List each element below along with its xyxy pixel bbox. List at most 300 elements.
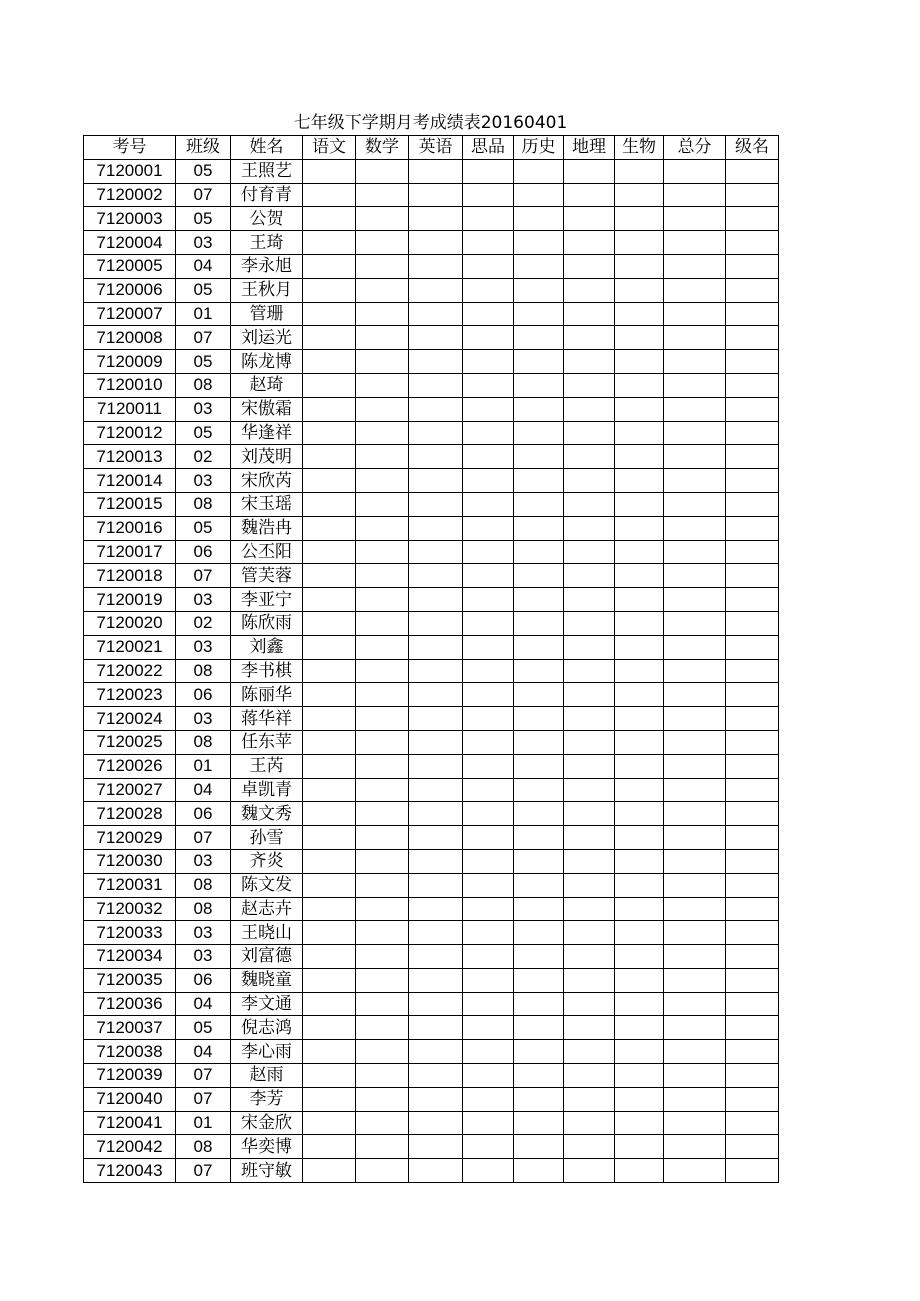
cell-math[interactable] bbox=[356, 992, 409, 1016]
cell-morality[interactable] bbox=[463, 302, 514, 326]
cell-total[interactable] bbox=[664, 802, 726, 826]
cell-rank[interactable] bbox=[726, 1016, 779, 1040]
cell-geography[interactable] bbox=[564, 1016, 615, 1040]
cell-biology[interactable] bbox=[615, 730, 664, 754]
cell-exam-id[interactable]: 7120030 bbox=[84, 849, 176, 873]
cell-class[interactable]: 03 bbox=[176, 397, 231, 421]
cell-name[interactable]: 李文通 bbox=[231, 992, 303, 1016]
cell-class[interactable]: 03 bbox=[176, 231, 231, 255]
cell-geography[interactable] bbox=[564, 326, 615, 350]
cell-exam-id[interactable]: 7120028 bbox=[84, 802, 176, 826]
cell-total[interactable] bbox=[664, 397, 726, 421]
cell-biology[interactable] bbox=[615, 254, 664, 278]
cell-chinese[interactable] bbox=[303, 968, 356, 992]
cell-geography[interactable] bbox=[564, 778, 615, 802]
cell-class[interactable]: 01 bbox=[176, 1111, 231, 1135]
cell-geography[interactable] bbox=[564, 183, 615, 207]
cell-chinese[interactable] bbox=[303, 659, 356, 683]
cell-name[interactable]: 卓凯青 bbox=[231, 778, 303, 802]
cell-chinese[interactable] bbox=[303, 802, 356, 826]
cell-english[interactable] bbox=[409, 278, 463, 302]
cell-total[interactable] bbox=[664, 992, 726, 1016]
cell-geography[interactable] bbox=[564, 992, 615, 1016]
cell-rank[interactable] bbox=[726, 754, 779, 778]
header-geography[interactable]: 地理 bbox=[564, 136, 615, 160]
cell-biology[interactable] bbox=[615, 302, 664, 326]
cell-chinese[interactable] bbox=[303, 778, 356, 802]
cell-biology[interactable] bbox=[615, 897, 664, 921]
cell-class[interactable]: 03 bbox=[176, 469, 231, 493]
cell-exam-id[interactable]: 7120039 bbox=[84, 1064, 176, 1088]
cell-math[interactable] bbox=[356, 849, 409, 873]
cell-math[interactable] bbox=[356, 730, 409, 754]
cell-math[interactable] bbox=[356, 231, 409, 255]
header-exam-id[interactable]: 考号 bbox=[84, 136, 176, 160]
cell-english[interactable] bbox=[409, 397, 463, 421]
cell-morality[interactable] bbox=[463, 1064, 514, 1088]
cell-morality[interactable] bbox=[463, 1135, 514, 1159]
cell-biology[interactable] bbox=[615, 968, 664, 992]
cell-exam-id[interactable]: 7120010 bbox=[84, 373, 176, 397]
cell-class[interactable]: 02 bbox=[176, 611, 231, 635]
cell-name[interactable]: 刘茂明 bbox=[231, 445, 303, 469]
cell-geography[interactable] bbox=[564, 730, 615, 754]
cell-math[interactable] bbox=[356, 397, 409, 421]
cell-morality[interactable] bbox=[463, 992, 514, 1016]
cell-chinese[interactable] bbox=[303, 397, 356, 421]
cell-rank[interactable] bbox=[726, 540, 779, 564]
cell-class[interactable]: 04 bbox=[176, 992, 231, 1016]
cell-chinese[interactable] bbox=[303, 945, 356, 969]
cell-chinese[interactable] bbox=[303, 254, 356, 278]
cell-history[interactable] bbox=[514, 445, 564, 469]
cell-english[interactable] bbox=[409, 897, 463, 921]
cell-rank[interactable] bbox=[726, 968, 779, 992]
cell-geography[interactable] bbox=[564, 492, 615, 516]
header-biology[interactable]: 生物 bbox=[615, 136, 664, 160]
cell-class[interactable]: 05 bbox=[176, 516, 231, 540]
cell-name[interactable]: 刘富德 bbox=[231, 945, 303, 969]
cell-rank[interactable] bbox=[726, 254, 779, 278]
cell-total[interactable] bbox=[664, 326, 726, 350]
cell-math[interactable] bbox=[356, 754, 409, 778]
cell-total[interactable] bbox=[664, 849, 726, 873]
cell-history[interactable] bbox=[514, 683, 564, 707]
cell-chinese[interactable] bbox=[303, 1064, 356, 1088]
cell-history[interactable] bbox=[514, 1016, 564, 1040]
cell-morality[interactable] bbox=[463, 540, 514, 564]
cell-morality[interactable] bbox=[463, 159, 514, 183]
header-history[interactable]: 历史 bbox=[514, 136, 564, 160]
cell-history[interactable] bbox=[514, 849, 564, 873]
cell-geography[interactable] bbox=[564, 302, 615, 326]
cell-morality[interactable] bbox=[463, 278, 514, 302]
cell-biology[interactable] bbox=[615, 469, 664, 493]
cell-rank[interactable] bbox=[726, 1135, 779, 1159]
cell-biology[interactable] bbox=[615, 326, 664, 350]
cell-geography[interactable] bbox=[564, 564, 615, 588]
cell-exam-id[interactable]: 7120003 bbox=[84, 207, 176, 231]
cell-geography[interactable] bbox=[564, 635, 615, 659]
cell-total[interactable] bbox=[664, 540, 726, 564]
cell-history[interactable] bbox=[514, 254, 564, 278]
cell-english[interactable] bbox=[409, 683, 463, 707]
cell-english[interactable] bbox=[409, 826, 463, 850]
cell-history[interactable] bbox=[514, 1111, 564, 1135]
cell-chinese[interactable] bbox=[303, 207, 356, 231]
cell-chinese[interactable] bbox=[303, 683, 356, 707]
cell-total[interactable] bbox=[664, 659, 726, 683]
cell-geography[interactable] bbox=[564, 469, 615, 493]
cell-math[interactable] bbox=[356, 1040, 409, 1064]
header-class[interactable]: 班级 bbox=[176, 136, 231, 160]
cell-biology[interactable] bbox=[615, 1087, 664, 1111]
cell-english[interactable] bbox=[409, 921, 463, 945]
cell-exam-id[interactable]: 7120036 bbox=[84, 992, 176, 1016]
cell-history[interactable] bbox=[514, 421, 564, 445]
cell-chinese[interactable] bbox=[303, 302, 356, 326]
cell-geography[interactable] bbox=[564, 373, 615, 397]
cell-chinese[interactable] bbox=[303, 326, 356, 350]
cell-english[interactable] bbox=[409, 1016, 463, 1040]
cell-geography[interactable] bbox=[564, 350, 615, 374]
cell-rank[interactable] bbox=[726, 707, 779, 731]
cell-english[interactable] bbox=[409, 992, 463, 1016]
cell-total[interactable] bbox=[664, 826, 726, 850]
cell-english[interactable] bbox=[409, 873, 463, 897]
cell-history[interactable] bbox=[514, 921, 564, 945]
cell-history[interactable] bbox=[514, 1040, 564, 1064]
cell-english[interactable] bbox=[409, 254, 463, 278]
cell-chinese[interactable] bbox=[303, 159, 356, 183]
cell-chinese[interactable] bbox=[303, 1111, 356, 1135]
cell-name[interactable]: 管芙蓉 bbox=[231, 564, 303, 588]
cell-chinese[interactable] bbox=[303, 707, 356, 731]
cell-exam-id[interactable]: 7120006 bbox=[84, 278, 176, 302]
cell-chinese[interactable] bbox=[303, 635, 356, 659]
cell-rank[interactable] bbox=[726, 278, 779, 302]
cell-name[interactable]: 王照艺 bbox=[231, 159, 303, 183]
cell-class[interactable]: 05 bbox=[176, 350, 231, 374]
cell-total[interactable] bbox=[664, 207, 726, 231]
cell-geography[interactable] bbox=[564, 849, 615, 873]
cell-biology[interactable] bbox=[615, 159, 664, 183]
cell-total[interactable] bbox=[664, 707, 726, 731]
cell-math[interactable] bbox=[356, 445, 409, 469]
cell-name[interactable]: 宋玉瑶 bbox=[231, 492, 303, 516]
cell-math[interactable] bbox=[356, 611, 409, 635]
cell-class[interactable]: 05 bbox=[176, 1016, 231, 1040]
cell-chinese[interactable] bbox=[303, 873, 356, 897]
cell-biology[interactable] bbox=[615, 778, 664, 802]
cell-chinese[interactable] bbox=[303, 730, 356, 754]
cell-history[interactable] bbox=[514, 778, 564, 802]
cell-exam-id[interactable]: 7120029 bbox=[84, 826, 176, 850]
cell-total[interactable] bbox=[664, 1064, 726, 1088]
cell-name[interactable]: 宋金欣 bbox=[231, 1111, 303, 1135]
cell-english[interactable] bbox=[409, 183, 463, 207]
cell-english[interactable] bbox=[409, 849, 463, 873]
cell-math[interactable] bbox=[356, 469, 409, 493]
cell-biology[interactable] bbox=[615, 1064, 664, 1088]
cell-geography[interactable] bbox=[564, 540, 615, 564]
cell-morality[interactable] bbox=[463, 921, 514, 945]
cell-name[interactable]: 孙雪 bbox=[231, 826, 303, 850]
cell-english[interactable] bbox=[409, 231, 463, 255]
cell-total[interactable] bbox=[664, 492, 726, 516]
cell-total[interactable] bbox=[664, 564, 726, 588]
cell-name[interactable]: 赵雨 bbox=[231, 1064, 303, 1088]
cell-total[interactable] bbox=[664, 897, 726, 921]
cell-chinese[interactable] bbox=[303, 231, 356, 255]
cell-history[interactable] bbox=[514, 873, 564, 897]
cell-biology[interactable] bbox=[615, 1111, 664, 1135]
cell-name[interactable]: 王琦 bbox=[231, 231, 303, 255]
cell-exam-id[interactable]: 7120026 bbox=[84, 754, 176, 778]
cell-english[interactable] bbox=[409, 1087, 463, 1111]
cell-biology[interactable] bbox=[615, 659, 664, 683]
cell-class[interactable]: 03 bbox=[176, 849, 231, 873]
cell-total[interactable] bbox=[664, 1159, 726, 1183]
cell-exam-id[interactable]: 7120042 bbox=[84, 1135, 176, 1159]
cell-morality[interactable] bbox=[463, 397, 514, 421]
cell-biology[interactable] bbox=[615, 516, 664, 540]
cell-english[interactable] bbox=[409, 945, 463, 969]
cell-exam-id[interactable]: 7120035 bbox=[84, 968, 176, 992]
cell-rank[interactable] bbox=[726, 183, 779, 207]
cell-rank[interactable] bbox=[726, 516, 779, 540]
cell-name[interactable]: 李心雨 bbox=[231, 1040, 303, 1064]
cell-exam-id[interactable]: 7120018 bbox=[84, 564, 176, 588]
cell-history[interactable] bbox=[514, 540, 564, 564]
cell-english[interactable] bbox=[409, 778, 463, 802]
cell-history[interactable] bbox=[514, 968, 564, 992]
cell-biology[interactable] bbox=[615, 921, 664, 945]
cell-class[interactable]: 08 bbox=[176, 897, 231, 921]
cell-total[interactable] bbox=[664, 373, 726, 397]
cell-history[interactable] bbox=[514, 326, 564, 350]
header-english[interactable]: 英语 bbox=[409, 136, 463, 160]
cell-total[interactable] bbox=[664, 445, 726, 469]
cell-exam-id[interactable]: 7120034 bbox=[84, 945, 176, 969]
cell-english[interactable] bbox=[409, 421, 463, 445]
cell-history[interactable] bbox=[514, 350, 564, 374]
cell-rank[interactable] bbox=[726, 326, 779, 350]
cell-name[interactable]: 宋傲霜 bbox=[231, 397, 303, 421]
cell-class[interactable]: 02 bbox=[176, 445, 231, 469]
cell-chinese[interactable] bbox=[303, 1087, 356, 1111]
cell-morality[interactable] bbox=[463, 683, 514, 707]
cell-class[interactable]: 05 bbox=[176, 278, 231, 302]
cell-biology[interactable] bbox=[615, 540, 664, 564]
cell-math[interactable] bbox=[356, 302, 409, 326]
cell-morality[interactable] bbox=[463, 611, 514, 635]
cell-geography[interactable] bbox=[564, 397, 615, 421]
cell-math[interactable] bbox=[356, 945, 409, 969]
cell-total[interactable] bbox=[664, 588, 726, 612]
cell-english[interactable] bbox=[409, 492, 463, 516]
cell-math[interactable] bbox=[356, 159, 409, 183]
cell-rank[interactable] bbox=[726, 945, 779, 969]
cell-exam-id[interactable]: 7120040 bbox=[84, 1087, 176, 1111]
cell-exam-id[interactable]: 7120022 bbox=[84, 659, 176, 683]
cell-rank[interactable] bbox=[726, 231, 779, 255]
cell-english[interactable] bbox=[409, 564, 463, 588]
cell-math[interactable] bbox=[356, 873, 409, 897]
cell-chinese[interactable] bbox=[303, 992, 356, 1016]
cell-exam-id[interactable]: 7120009 bbox=[84, 350, 176, 374]
cell-exam-id[interactable]: 7120025 bbox=[84, 730, 176, 754]
cell-history[interactable] bbox=[514, 588, 564, 612]
cell-geography[interactable] bbox=[564, 1040, 615, 1064]
cell-history[interactable] bbox=[514, 945, 564, 969]
cell-english[interactable] bbox=[409, 1040, 463, 1064]
cell-rank[interactable] bbox=[726, 302, 779, 326]
cell-morality[interactable] bbox=[463, 873, 514, 897]
cell-total[interactable] bbox=[664, 350, 726, 374]
cell-exam-id[interactable]: 7120008 bbox=[84, 326, 176, 350]
cell-history[interactable] bbox=[514, 1159, 564, 1183]
cell-exam-id[interactable]: 7120020 bbox=[84, 611, 176, 635]
cell-math[interactable] bbox=[356, 683, 409, 707]
cell-exam-id[interactable]: 7120033 bbox=[84, 921, 176, 945]
cell-exam-id[interactable]: 7120017 bbox=[84, 540, 176, 564]
cell-class[interactable]: 08 bbox=[176, 730, 231, 754]
cell-morality[interactable] bbox=[463, 754, 514, 778]
cell-name[interactable]: 李永旭 bbox=[231, 254, 303, 278]
cell-chinese[interactable] bbox=[303, 1040, 356, 1064]
cell-history[interactable] bbox=[514, 492, 564, 516]
cell-history[interactable] bbox=[514, 707, 564, 731]
cell-english[interactable] bbox=[409, 516, 463, 540]
header-rank[interactable]: 级名 bbox=[726, 136, 779, 160]
cell-math[interactable] bbox=[356, 516, 409, 540]
cell-geography[interactable] bbox=[564, 1087, 615, 1111]
cell-rank[interactable] bbox=[726, 469, 779, 493]
cell-total[interactable] bbox=[664, 683, 726, 707]
cell-geography[interactable] bbox=[564, 945, 615, 969]
cell-english[interactable] bbox=[409, 968, 463, 992]
cell-class[interactable]: 07 bbox=[176, 183, 231, 207]
cell-name[interactable]: 魏晓童 bbox=[231, 968, 303, 992]
cell-class[interactable]: 06 bbox=[176, 540, 231, 564]
cell-math[interactable] bbox=[356, 659, 409, 683]
cell-total[interactable] bbox=[664, 921, 726, 945]
cell-name[interactable]: 李亚宁 bbox=[231, 588, 303, 612]
cell-rank[interactable] bbox=[726, 826, 779, 850]
cell-chinese[interactable] bbox=[303, 1016, 356, 1040]
cell-history[interactable] bbox=[514, 564, 564, 588]
cell-math[interactable] bbox=[356, 540, 409, 564]
cell-morality[interactable] bbox=[463, 849, 514, 873]
cell-name[interactable]: 华逢祥 bbox=[231, 421, 303, 445]
cell-biology[interactable] bbox=[615, 207, 664, 231]
cell-name[interactable]: 倪志鸿 bbox=[231, 1016, 303, 1040]
cell-class[interactable]: 01 bbox=[176, 754, 231, 778]
cell-exam-id[interactable]: 7120002 bbox=[84, 183, 176, 207]
cell-name[interactable]: 刘运光 bbox=[231, 326, 303, 350]
cell-history[interactable] bbox=[514, 1064, 564, 1088]
cell-exam-id[interactable]: 7120037 bbox=[84, 1016, 176, 1040]
cell-exam-id[interactable]: 7120043 bbox=[84, 1159, 176, 1183]
cell-math[interactable] bbox=[356, 278, 409, 302]
cell-geography[interactable] bbox=[564, 754, 615, 778]
cell-class[interactable]: 05 bbox=[176, 159, 231, 183]
cell-math[interactable] bbox=[356, 350, 409, 374]
cell-history[interactable] bbox=[514, 659, 564, 683]
cell-history[interactable] bbox=[514, 611, 564, 635]
cell-name[interactable]: 陈文发 bbox=[231, 873, 303, 897]
cell-class[interactable]: 03 bbox=[176, 635, 231, 659]
cell-morality[interactable] bbox=[463, 1016, 514, 1040]
cell-geography[interactable] bbox=[564, 231, 615, 255]
cell-exam-id[interactable]: 7120001 bbox=[84, 159, 176, 183]
cell-class[interactable]: 08 bbox=[176, 1135, 231, 1159]
cell-math[interactable] bbox=[356, 373, 409, 397]
cell-geography[interactable] bbox=[564, 1135, 615, 1159]
cell-math[interactable] bbox=[356, 826, 409, 850]
cell-morality[interactable] bbox=[463, 350, 514, 374]
cell-name[interactable]: 任东苹 bbox=[231, 730, 303, 754]
cell-name[interactable]: 陈龙博 bbox=[231, 350, 303, 374]
cell-rank[interactable] bbox=[726, 1064, 779, 1088]
cell-rank[interactable] bbox=[726, 373, 779, 397]
cell-total[interactable] bbox=[664, 516, 726, 540]
cell-biology[interactable] bbox=[615, 611, 664, 635]
cell-biology[interactable] bbox=[615, 588, 664, 612]
cell-rank[interactable] bbox=[726, 897, 779, 921]
cell-exam-id[interactable]: 7120041 bbox=[84, 1111, 176, 1135]
cell-name[interactable]: 刘鑫 bbox=[231, 635, 303, 659]
cell-name[interactable]: 赵琦 bbox=[231, 373, 303, 397]
cell-rank[interactable] bbox=[726, 1040, 779, 1064]
cell-biology[interactable] bbox=[615, 992, 664, 1016]
cell-history[interactable] bbox=[514, 207, 564, 231]
cell-morality[interactable] bbox=[463, 945, 514, 969]
cell-english[interactable] bbox=[409, 350, 463, 374]
cell-exam-id[interactable]: 7120019 bbox=[84, 588, 176, 612]
cell-total[interactable] bbox=[664, 730, 726, 754]
cell-rank[interactable] bbox=[726, 611, 779, 635]
cell-geography[interactable] bbox=[564, 802, 615, 826]
cell-history[interactable] bbox=[514, 397, 564, 421]
cell-math[interactable] bbox=[356, 897, 409, 921]
cell-morality[interactable] bbox=[463, 635, 514, 659]
cell-english[interactable] bbox=[409, 326, 463, 350]
cell-rank[interactable] bbox=[726, 350, 779, 374]
cell-total[interactable] bbox=[664, 754, 726, 778]
cell-english[interactable] bbox=[409, 1064, 463, 1088]
cell-math[interactable] bbox=[356, 207, 409, 231]
cell-total[interactable] bbox=[664, 1040, 726, 1064]
cell-rank[interactable] bbox=[726, 1111, 779, 1135]
cell-name[interactable]: 陈欣雨 bbox=[231, 611, 303, 635]
cell-class[interactable]: 03 bbox=[176, 707, 231, 731]
cell-english[interactable] bbox=[409, 373, 463, 397]
header-morality[interactable]: 思品 bbox=[463, 136, 514, 160]
cell-name[interactable]: 李书棋 bbox=[231, 659, 303, 683]
cell-exam-id[interactable]: 7120031 bbox=[84, 873, 176, 897]
cell-rank[interactable] bbox=[726, 207, 779, 231]
cell-biology[interactable] bbox=[615, 278, 664, 302]
cell-morality[interactable] bbox=[463, 1040, 514, 1064]
cell-rank[interactable] bbox=[726, 778, 779, 802]
cell-biology[interactable] bbox=[615, 1135, 664, 1159]
cell-morality[interactable] bbox=[463, 254, 514, 278]
cell-history[interactable] bbox=[514, 373, 564, 397]
cell-name[interactable]: 王晓山 bbox=[231, 921, 303, 945]
cell-english[interactable] bbox=[409, 445, 463, 469]
